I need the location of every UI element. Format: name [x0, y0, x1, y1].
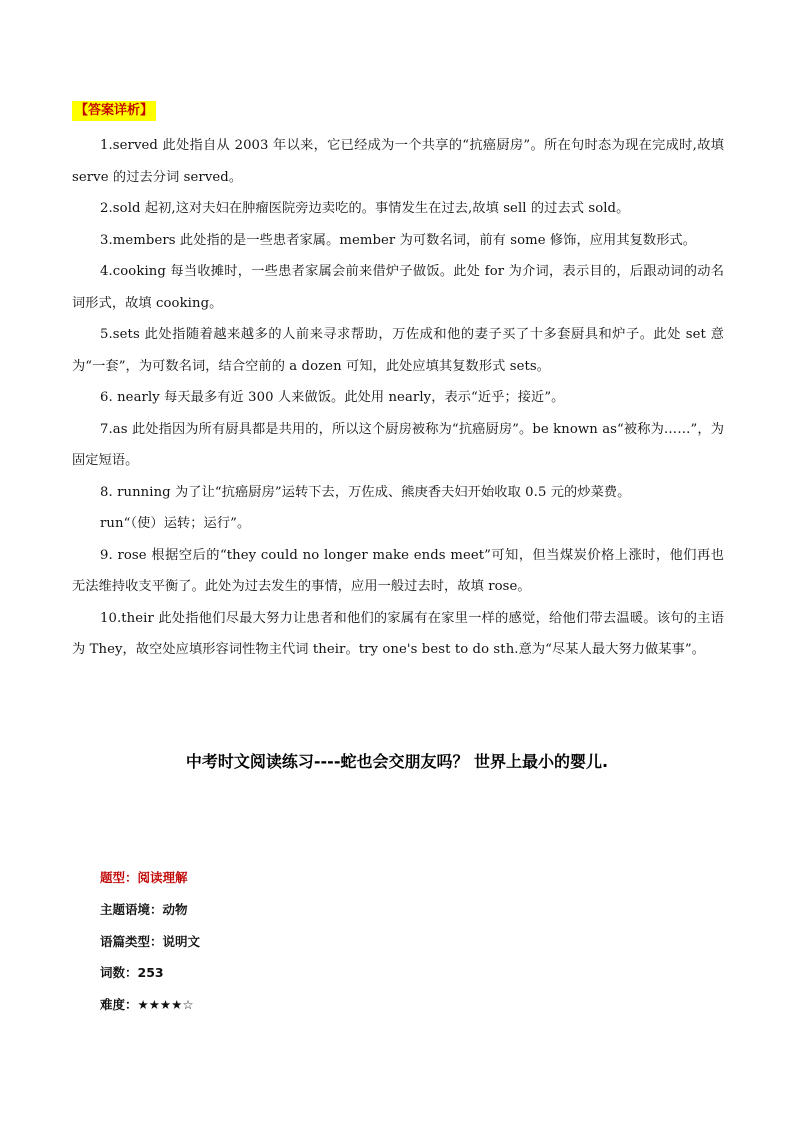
answer-item-5: 5.sets 此处指随着越来越多的人前来寻求帮助，万佐成和他的妻子买了十多套厨具和炉子。此处 set 意为“一套”，为可数名词，结合空前的 a dozen 可知，此处应填其复数形式 sets。 — [72, 327, 724, 374]
meta-word-count: 词数：253 — [100, 965, 164, 981]
section-title: 中考时文阅读练习----蛇也会交朋友吗？ 世界上最小的婴儿. — [185, 752, 609, 771]
answer-item-4: 4.cooking 每当收摊时，一些患者家属会前来借炉子做饭。此处 for 为介词，表示目的，后跟动词的动名词形式，故填 cooking。 — [72, 264, 724, 311]
answer-list — [72, 130, 724, 666]
meta-question-type: 题型：阅读理解 — [100, 870, 188, 885]
answer-item-6: 6. nearly 每天最多有近 300 人来做饭。此处用 nearly，表示“近乎；接近”。 — [100, 390, 565, 405]
reading-meta — [100, 862, 200, 1021]
meta-text-genre: 语篇类型：说明文 — [100, 933, 201, 949]
answer-item-2: 2.sold 起初,这对夫妇在肿瘤医院旁边卖吃的。事情发生在过去,故填 sell 的过去式 sold。 — [100, 201, 630, 216]
answer-item-9: 9. rose 根据空后的“they could no longer make ends meet”可知，但当煤炭价格上涨时，他们再也无法维持收支平衡了。此处为过去发生的事情，应用一般过去时，故填 rose。 — [72, 547, 724, 594]
answer-item-1: 1.served 此处指自从 2003 年以来，它已经成为一个共享的“抗癌厨房”。所在句时态为现在完成时,故填 serve 的过去分词 served。 — [72, 138, 724, 185]
meta-difficulty: 难度：★★★★☆ — [100, 997, 194, 1013]
answer-header: 【答案详析】 — [72, 101, 156, 121]
meta-topic-context: 主题语境：动物 — [100, 901, 188, 917]
answer-item-3: 3.members 此处指的是一些患者家属。member 为可数名词，前有 some 修饰，应用其复数形式。 — [100, 232, 697, 248]
answer-item-7: 7.as 此处指因为所有厨具都是共用的，所以这个厨房被称为“抗癌厨房”。be known as“被称为……”，为固定短语。 — [72, 421, 724, 468]
answer-item-10: 10.their 此处指他们尽最大努力让患者和他们的家属有在家里一样的感觉，给他们带去温暖。该句的主语为 They，故空处应填形容词性物主代词 their。try one's best to do sth.意为“尽某人最大努力做某事”。 — [72, 610, 724, 657]
answer-item-8: 8. running 为了让“抗癌厨房”运转下去，万佐成、熊庚香夫妇开始收取 0.5 元的炒菜费。 — [100, 484, 631, 500]
answer-item-8-note: run“（使）运转；运行”。 — [100, 516, 251, 531]
